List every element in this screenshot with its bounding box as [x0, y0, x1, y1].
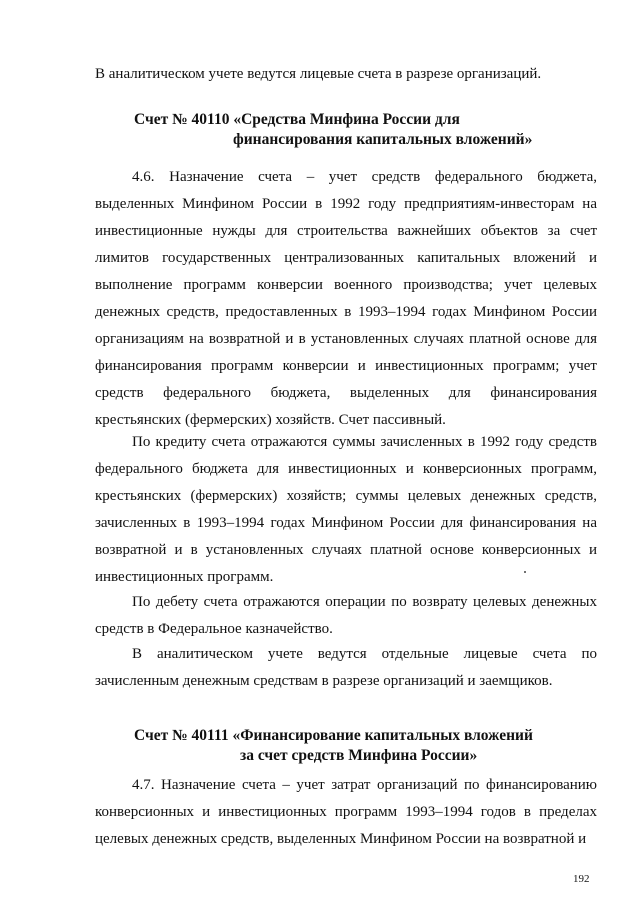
section-heading-40111 [95, 726, 597, 766]
paragraph-debit: По дебету счета отражаются операции по возврату целевых денежных средств в Федеральное казначейство. [95, 594, 597, 637]
section-heading-40111-line1: Счет № 40111 «Финансирование капитальных вложений [134, 727, 533, 744]
paragraph-analytic-accounts: В аналитическом учете ведутся отдельные лицевые счета по зачисленным денежным средствам в разрезе организаций и заемщиков. [95, 646, 597, 689]
page-number: 192 [573, 873, 590, 885]
section-heading-40111-line2: за счет средств Минфина России» [240, 747, 478, 764]
paragraph-credit: По кредиту счета отражаются суммы зачисленных в 1992 году средств федерального бюджета для инвестиционных и конверсионных программ, крестьянских (фермерских) хозяйств; суммы целевых денежных средств, зачисленных в 1993–1994 годах Минфином России для финансирования на возвратной и в установленных случаях платной основе конверсионных и инвестиционных программ. [95, 434, 597, 585]
section-heading-40110-line1: Счет № 40110 «Средства Минфина России для [134, 111, 460, 128]
section-heading-40110-line2: финансирования капитальных вложений» [233, 131, 533, 148]
paragraph-4-6-purpose: 4.6. Назначение счета – учет средств федерального бюджета, выделенных Минфином России в 1992 году предприятиям-инвесторам на инвестиционные нужды для строительства важнейших объектов за счет лимитов государственных централизованных капитальных вложений и выполнение программ конверсии военного производства; учет целевых денежных средств, предоставленных в 1993–1994 годах Минфином России организациям на возвратной и в установленных случаях платной основе для финансирования программ конверсии и инвестиционных программ; учет средств федерального бюджета, выделенных для финансирования крестьянских (фермерских) хозяйств. Счет пассивный. [95, 169, 597, 428]
section-heading-40110 [95, 110, 597, 150]
intro-paragraph: В аналитическом учете ведутся лицевые счета в разрезе организаций. [95, 66, 542, 82]
paragraph-4-7-purpose: 4.7. Назначение счета – учет затрат организаций по финансированию конверсионных и инвестиционных программ 1993–1994 годов в пределах целевых денежных средств, выделенных Минфином России на возвратной и [95, 777, 597, 847]
scan-speck [524, 571, 526, 573]
